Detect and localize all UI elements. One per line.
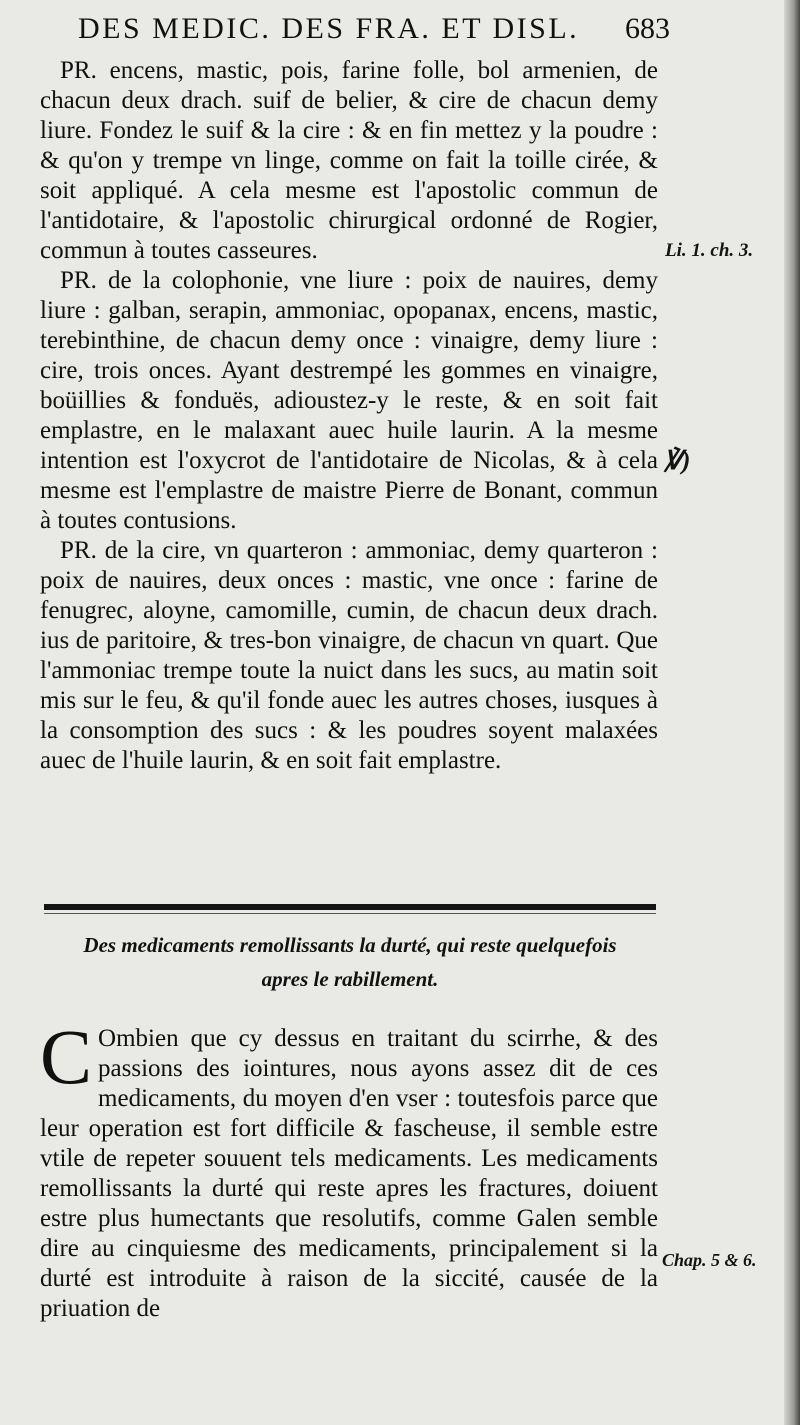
section-heading: Des medicaments remollissants la durté, qui reste quelquefois apres le rabillement. [83, 933, 617, 991]
section-body [40, 1013, 658, 1324]
page-number: 683 [625, 12, 670, 45]
margin-note-chapter: Chap. 5 & 6. [662, 1250, 757, 1270]
running-header [78, 12, 668, 46]
section-divider [44, 904, 656, 910]
recipe-paragraph-3: PR. de la cire, vn quarteron : ammoniac, demy quarteron : poix de nauires, deux onces : mastic, vne once : farine de fenugrec, aloyne, camomille, cumin, de chacun deux drach. ius de paritoire, & tres-bon vinaigre, de chacun vn quart. Que l'ammoniac trempe toute la nuict dans les sucs, au matin soit mis sur le feu, & qu'il fonde auec les autres choses, iusques à la consomption des sucs : & les poudres soyent malaxées auec de l'huile laurin, & en soit fait emplastre. [40, 537, 658, 774]
margin-note-symbol: ℣) [664, 446, 691, 475]
recipe-paragraph-2: PR. de la colophonie, vne liure : poix de nauires, demy liure : galban, serapin, ammoniac, opopanax, encens, mastic, terebinthine, de chacun demy once : vinaigre, demy liure : cire, trois onces. Ayant destrempé les gommes en vinaigre, boüillies & fonduës, adioustez-y le reste, & en soit fait emplastre, en le malaxant auec huile laurin. A la mesme intention est l'oxycrot de l'antidotaire de Nicolas, & à cela mesme est l'emplastre de maistre Pierre de Bonant, commun à toutes contusions. [40, 267, 658, 534]
section-body-text: Ombien que cy dessus en traitant du scirrhe, & des passions des iointures, nous ayons assez dit de ces medicaments, du moyen d'en vser : toutesfois parce que leur operation est fort difficile & fascheuse, il semble estre vtile de repeter souuent tels medicaments. Les medicaments remollissants la durté qui reste apres les fractures, doiuent estre plus humectants que resolutifs, comme Galen semble dire au cinquiesme des medicaments, principalement si la durté est introduite à raison de la siccité, causée de la priuation de [40, 1025, 658, 1322]
running-title: DES MEDIC. DES FRA. ET DISL. [78, 12, 580, 45]
margin-note-reference: Li. 1. ch. 3. [665, 240, 754, 261]
drop-cap: C [40, 1013, 93, 1100]
recipe-paragraph-1: PR. encens, mastic, pois, farine folle, bol armenien, de chacun deux drach. suif de belier, & cire de chacun demy liure. Fondez le suif & la cire : & en fin mettez y la poudre : & qu'on y trempe vn linge, comme on fait la toille cirée, & soit appliqué. A cela mesme est l'apostolic commun de l'antidotaire, & l'apostolic chirurgical ordonné de Rogier, commun à toutes casseures. [40, 57, 658, 264]
page-gutter-shadow [784, 0, 800, 1425]
recipe-paragraphs [40, 56, 658, 776]
